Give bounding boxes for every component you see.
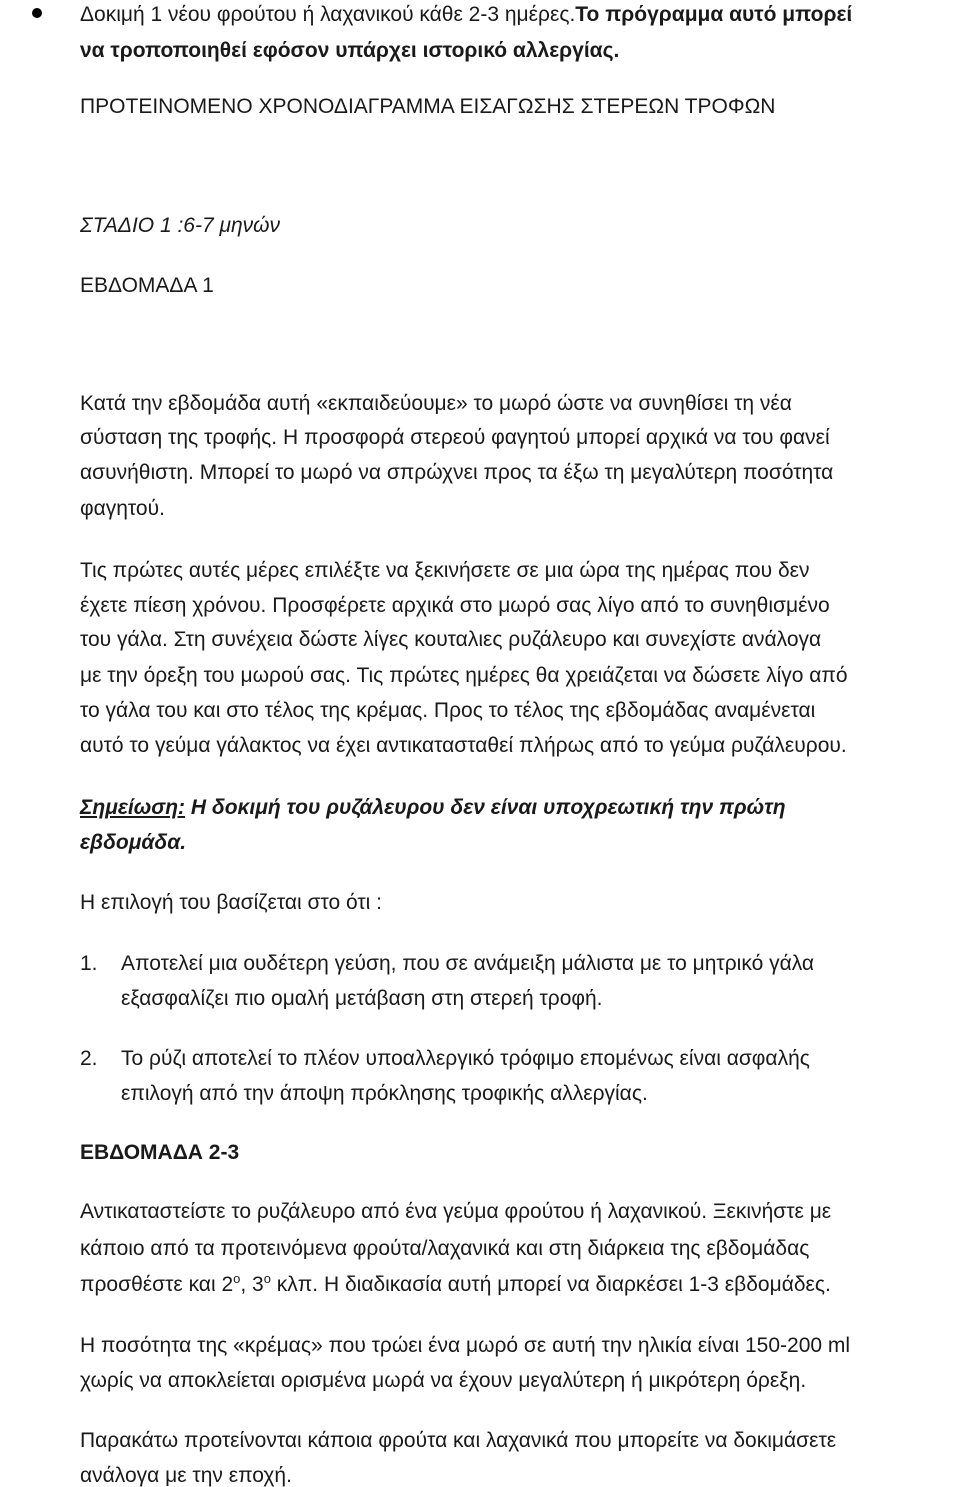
p1-line: σύσταση της τροφής. Η προσφορά στερεού φαγητού μπορεί αρχικά να του φανεί bbox=[80, 426, 830, 449]
week1-heading: ΕΒΔΟΜΑΔΑ 1 bbox=[80, 274, 214, 297]
list-item-line: εξασφαλίζει πιο ομαλή μετάβαση στη στερεή τροφή. bbox=[121, 987, 603, 1010]
p5-line: Παρακάτω προτείνονται κάποια φρούτα και λαχανικά που μπορείτε να δοκιμάσετε bbox=[80, 1429, 837, 1452]
p1-line: Κατά την εβδομάδα αυτή «εκπαιδεύουμε» το μωρό ώστε να συνηθίσει τη νέα bbox=[80, 392, 792, 415]
note-text-1: Η δοκιμή του ρυζάλευρου δεν είναι υποχρεωτική την πρώτη bbox=[185, 796, 786, 819]
p3-line-3 bbox=[80, 1271, 831, 1296]
p2-line: Τις πρώτες αυτές μέρες επιλέξτε να ξεκινήσετε σε μια ώρα της ημέρας που δεν bbox=[80, 559, 810, 582]
note-line-1 bbox=[80, 797, 786, 818]
list-number: 1. bbox=[80, 952, 98, 975]
p4-line: χωρίς να αποκλείεται ορισμένα μωρά να έχουν μεγαλύτερη ή μικρότερη όρεξη. bbox=[80, 1369, 807, 1392]
list-item-line: Το ρύζι αποτελεί το πλέον υποαλλεργικό τρόφιμο επομένως είναι ασφαλής bbox=[121, 1047, 810, 1070]
p4-line: Η ποσότητα της «κρέμας» που τρώει ένα μωρό σε αυτή την ηλικία είναι 150-200 ml bbox=[80, 1334, 851, 1357]
p3-line: Αντικαταστείστε το ρυζάλευρο από ένα γεύμα φρούτου ή λαχανικού. Ξεκινήστε με bbox=[80, 1200, 832, 1223]
list-item-line: επιλογή από την άποψη πρόκλησης τροφικής αλλεργίας. bbox=[121, 1082, 648, 1105]
ordinal-sup: ο bbox=[263, 1271, 271, 1286]
week23-heading: ΕΒΔΟΜΑΔΑ 2-3 bbox=[80, 1141, 240, 1164]
intro-line-1 bbox=[80, 4, 852, 25]
ordinal-sup: ο bbox=[233, 1271, 241, 1286]
bullet-icon bbox=[32, 8, 42, 18]
choice-intro: Η επιλογή του βασίζεται στο ότι : bbox=[80, 891, 382, 914]
intro-text-b: Το πρόγραμμα αυτό μπορεί bbox=[575, 3, 853, 26]
p3-text-b: , 3 bbox=[240, 1273, 264, 1296]
p3-text-a: προσθέστε και 2 bbox=[80, 1273, 234, 1296]
list-item-line: Αποτελεί μια ουδέτερη γεύση, που σε ανάμειξη μάλιστα με το μητρικό γάλα bbox=[121, 952, 815, 975]
p2-line: έχετε πίεση χρόνου. Προσφέρετε αρχικά στο μωρό σας λίγο από το συνηθισμένο bbox=[80, 594, 830, 617]
p2-line: αυτό το γεύμα γάλακτος να έχει αντικατασταθεί πλήρως από το γεύμα ρυζάλευρου. bbox=[80, 734, 847, 757]
p1-line: φαγητού. bbox=[80, 497, 165, 520]
p3-line: κάποιο από τα προτεινόμενα φρούτα/λαχανικά και στη διάρκεια της εβδομάδας bbox=[80, 1237, 810, 1260]
note-line-2: εβδομάδα. bbox=[80, 831, 187, 854]
intro-text-a: Δοκιμή 1 νέου φρούτου ή λαχανικού κάθε 2-3 ημέρες. bbox=[80, 3, 576, 26]
note-label: Σημείωση: bbox=[80, 796, 186, 819]
p2-line: του γάλα. Στη συνέχεια δώστε λίγες κουταλιες ρυζάλευρο και συνεχίστε ανάλογα bbox=[80, 628, 822, 651]
main-heading: ΠΡΟΤΕΙΝΟΜΕΝΟ ΧΡΟΝΟΔΙΑΓΡΑΜΜΑ ΕΙΣΑΓΩΣΗΣ ΣΤΕΡΕΩΝ ΤΡΟΦΩΝ bbox=[80, 95, 776, 118]
p3-text-c: κλπ. Η διαδικασία αυτή μπορεί να διαρκέσει 1-3 εβδομάδες. bbox=[270, 1273, 831, 1296]
list-number: 2. bbox=[80, 1047, 98, 1070]
p1-line: ασυνήθιστη. Μπορεί το μωρό να σπρώχνει προς τα έξω τη μεγαλύτερη ποσότητα bbox=[80, 461, 834, 484]
intro-line-2: να τροποποιηθεί εφόσον υπάρχει ιστορικό αλλεργίας. bbox=[80, 39, 620, 62]
stage-heading: ΣΤΑΔΙΟ 1 :6-7 μηνών bbox=[80, 214, 281, 237]
p2-line: το γάλα του και στο τέλος της κρέμας. Προς το τέλος της εβδομάδας αναμένεται bbox=[80, 699, 816, 722]
p2-line: με την όρεξη του μωρού σας. Τις πρώτες ημέρες θα χρειάζεται να δώσετε λίγο από bbox=[80, 664, 848, 687]
p5-line: ανάλογα με την εποχή. bbox=[80, 1464, 292, 1487]
